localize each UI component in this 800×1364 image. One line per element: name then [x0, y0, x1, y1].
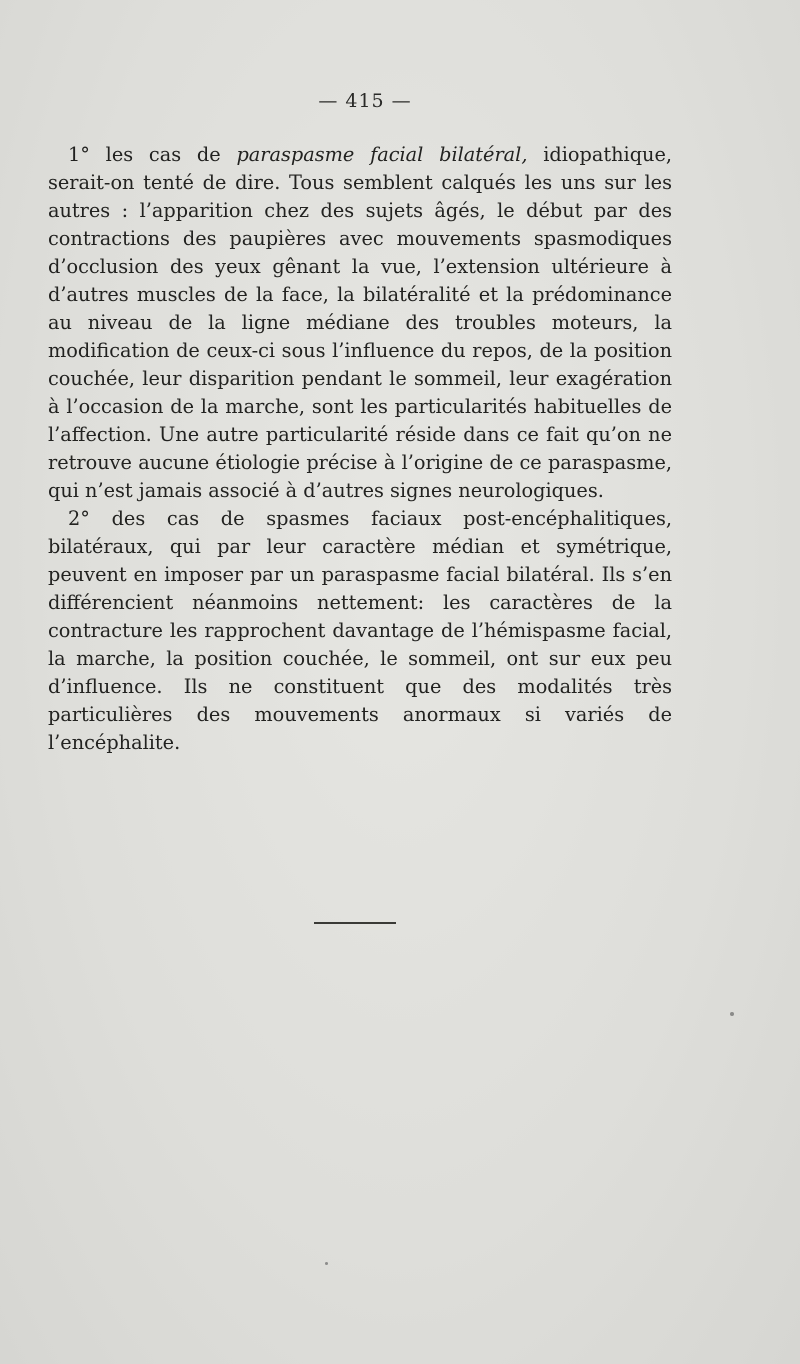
paragraph-1-italic: paraspasme facial bilatéral,: [236, 143, 528, 166]
paragraph-1-lead: 1° les cas de: [68, 143, 237, 166]
paragraph-2-lead: 2° des cas de spasmes faciaux post-encéphalitiques, bilatéraux, qui par leur caractère médian et symétrique, peuvent en imposer par un paraspasme facial bilatéral. Ils s’en différencient néanmoins nettement: les caractères de la contracture les rapprochent davantage de l’hémispasme facial, la marche, la position couchée, le sommeil, ont sur eux peu d’influence. Ils ne constituent que des modalités très particulières des mouvements anormaux si variés de l’encéphalite.: [48, 507, 672, 754]
paper-speck: [325, 1262, 328, 1265]
paper-speck: [730, 1012, 734, 1016]
end-rule: [314, 922, 396, 924]
paragraph-1-rest: idiopathique, serait-on tenté de dire. Tous semblent calqués les uns sur les autres : l’apparition chez des sujets âgés, le début par des contractions des paupières avec mouvements spasmodiques d’occlusion des yeux gênant la vue, l’extension ultérieure à d’autres muscles de la face, la bilatéralité et la prédominance au niveau de la ligne médiane des troubles moteurs, la modification de ceux-ci sous l’influence du repos, de la position couchée, leur disparition pendant le sommeil, leur exagération à l’occasion de la marche, sont les particularités habituelles de l’affection. Une autre particularité réside dans ce fait qu’on ne retrouve aucune étiologie précise à l’origine de ce paraspasme, qui n’est jamais associé à d’autres signes neurologiques.: [48, 143, 673, 502]
paragraph-2: [48, 505, 672, 757]
body-text: [48, 141, 672, 757]
page-number: — 415 —: [318, 90, 412, 112]
paragraph-1: [48, 141, 672, 505]
